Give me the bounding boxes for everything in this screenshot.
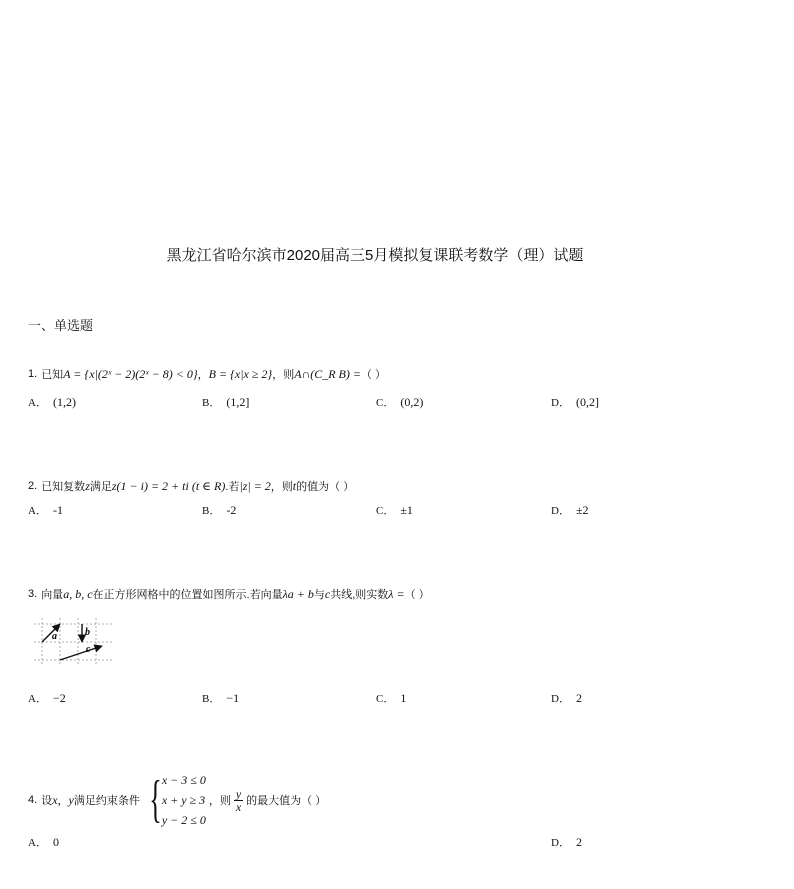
stem-text: ，则 (208, 795, 231, 807)
vector-grid-figure (30, 616, 116, 668)
stem-text: 的最大值为 (246, 795, 302, 807)
vector-b-label: b (85, 627, 90, 638)
option-c[interactable] (376, 502, 413, 518)
section-heading: 一、单选题 (28, 318, 94, 333)
constraint-row: y − 2 ≤ 0 (161, 813, 206, 827)
vector-c: c (324, 586, 331, 601)
option-value: −1 (226, 690, 240, 705)
option-value: (0,2) (400, 394, 424, 409)
intersection-expression: A∩(C_R B) = (294, 366, 361, 381)
option-label: D． (551, 693, 570, 705)
option-value: ±1 (400, 502, 413, 517)
option-label: B． (202, 693, 221, 705)
fraction-y-over-x (234, 788, 243, 813)
option-value: -2 (226, 502, 237, 517)
vector-a-label: a (52, 631, 57, 642)
option-value: 0 (52, 834, 59, 849)
option-value: 1 (400, 690, 407, 705)
stem-text: ，则 (272, 369, 295, 381)
stem-text: 已知 (41, 369, 64, 381)
option-a[interactable] (28, 394, 76, 410)
option-label: D． (551, 397, 570, 409)
stem-text: 已知复数 (41, 481, 86, 493)
variable-z: z (85, 478, 90, 493)
option-b[interactable] (202, 394, 249, 410)
option-label: A． (28, 837, 47, 849)
set-b-expression: B = {x|x ≥ 2} (208, 366, 273, 381)
option-label: B． (202, 397, 221, 409)
fraction-numerator: y (235, 786, 242, 801)
question-4-stem (28, 770, 326, 830)
option-label: A． (28, 693, 47, 705)
option-label: B． (202, 505, 221, 517)
stem-text: ， (197, 369, 209, 381)
constraint-row: x − 3 ≤ 0 (161, 773, 206, 787)
stem-text: .若 (225, 481, 240, 493)
option-d[interactable] (551, 502, 589, 518)
option-label: D． (551, 837, 570, 849)
variable-y: y (68, 792, 74, 807)
stem-text: ， (57, 795, 69, 807)
answer-paren: （ ） (301, 795, 327, 807)
option-a[interactable] (28, 690, 66, 706)
option-value: −2 (52, 690, 66, 705)
option-value: 2 (575, 834, 582, 849)
constraint-system (143, 770, 206, 830)
option-b[interactable] (202, 502, 236, 518)
answer-paren: （ ） (360, 369, 387, 381)
option-value: ±2 (575, 502, 589, 517)
modulus-condition: |z| = 2 (239, 478, 271, 493)
vector-c-label: c (86, 644, 91, 655)
stem-text: 设 (41, 795, 53, 807)
fraction-denominator: x (235, 799, 242, 814)
stem-text: 与 (313, 589, 325, 601)
option-label: A． (28, 505, 47, 517)
option-c[interactable] (376, 394, 423, 410)
option-d[interactable] (551, 834, 582, 850)
option-value: (1,2] (226, 394, 250, 409)
stem-text: 满足约束条件 (73, 795, 140, 807)
option-label: C． (376, 693, 395, 705)
answer-paren: （ ） (404, 589, 430, 601)
question-number: 4. (28, 794, 38, 806)
option-a[interactable] (28, 834, 59, 850)
complex-equation: z(1 − i) = 2 + ti (t ∈ R) (111, 478, 226, 493)
option-b[interactable] (202, 690, 239, 706)
lambda-expression: λ = (388, 586, 405, 601)
option-d[interactable] (551, 394, 599, 410)
stem-text: 向量 (41, 589, 64, 601)
option-value: 2 (575, 690, 582, 705)
option-a[interactable] (28, 502, 63, 518)
option-label: C． (376, 505, 395, 517)
set-a-expression: A = {x|(2ˣ − 2)(2ˣ − 8) < 0} (63, 366, 198, 381)
option-label: C． (376, 397, 395, 409)
answer-paren: （ ） (329, 481, 355, 493)
variable-t: t (292, 478, 297, 493)
option-label: A． (28, 397, 47, 409)
constraint-row: x + y ≥ 3 (161, 793, 206, 807)
option-value: (0,2] (575, 394, 599, 409)
vector-c-arrow (60, 646, 102, 660)
question-3-stem (28, 586, 430, 602)
question-2-stem (28, 478, 354, 494)
stem-text: 共线,则实数 (330, 589, 389, 601)
grid-lines (34, 618, 114, 666)
stem-text: 在正方形网格中的位置如图所示.若向量 (92, 589, 283, 601)
question-1-stem (28, 366, 386, 382)
option-label: D． (551, 505, 570, 517)
page-title: 黑龙江省哈尔滨市2020届高三5月模拟复课联考数学（理）试题 (166, 247, 584, 264)
question-number: 2. (28, 480, 38, 492)
vector-list: a, b, c (63, 586, 93, 601)
option-c[interactable] (376, 690, 406, 706)
stem-text: 的值为 (296, 481, 330, 493)
left-brace: { (149, 771, 162, 828)
vector-expression: λa + b (282, 586, 314, 601)
question-number: 3. (28, 588, 38, 600)
vector-a-arrow (42, 624, 60, 642)
question-number: 1. (28, 368, 38, 380)
variable-x: x (52, 792, 58, 807)
stem-text: 满足 (89, 481, 112, 493)
stem-text: ，则 (270, 481, 293, 493)
option-value: (1,2) (52, 394, 76, 409)
option-d[interactable] (551, 690, 582, 706)
option-value: -1 (52, 502, 63, 517)
